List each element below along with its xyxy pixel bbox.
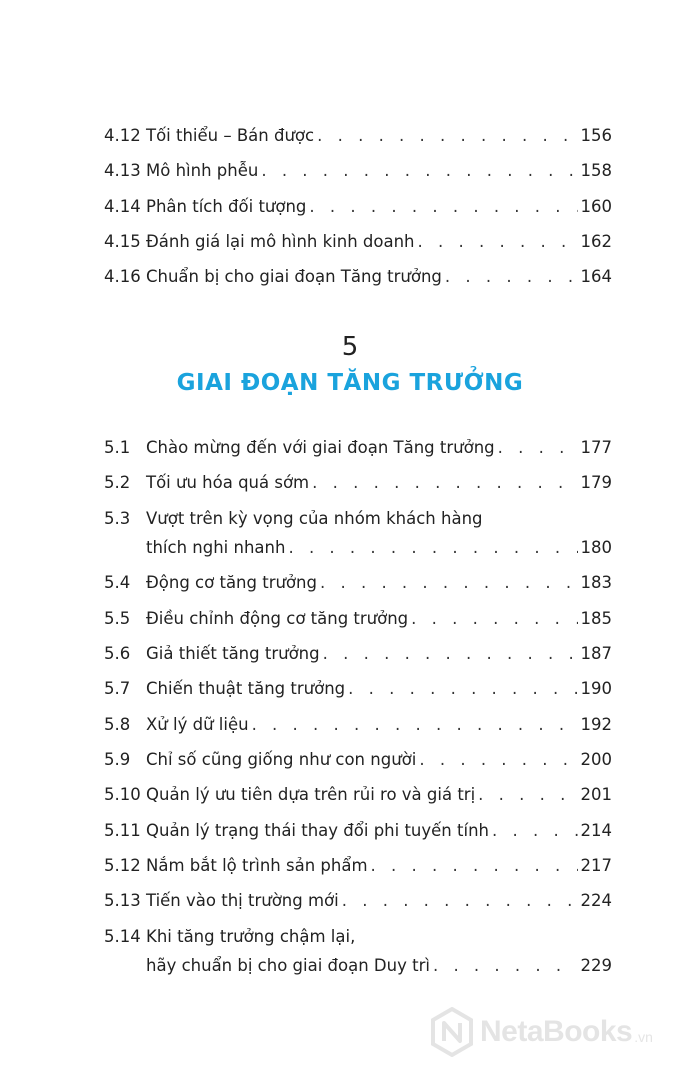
chapter-title: GIAI ĐOẠN TĂNG TRƯỞNG <box>176 370 524 396</box>
entry-number: 5.1 <box>104 438 131 457</box>
chapter-number: 5 <box>341 332 359 362</box>
entry-title: hãy chuẩn bị cho giai đoạn Duy trì <box>146 956 430 975</box>
entry-title: Chuẩn bị cho giai đoạn Tăng trưởng <box>146 267 442 286</box>
toc-entry <box>104 265 612 289</box>
toc-entry <box>104 571 612 595</box>
entry-number: 5.5 <box>104 609 131 628</box>
toc-entry <box>104 159 612 183</box>
entry-page: 187 <box>580 644 612 663</box>
entry-number: 4.12 <box>104 126 141 145</box>
entry-title: Chào mừng đến với giai đoạn Tăng trưởng <box>146 438 495 457</box>
entry-page: 179 <box>580 473 612 492</box>
toc-entry <box>104 925 612 949</box>
dot-leader <box>288 536 577 560</box>
entry-page: 217 <box>580 856 612 875</box>
dot-leader <box>445 265 578 289</box>
dot-leader <box>411 607 577 631</box>
entry-page: 224 <box>580 891 612 910</box>
entry-title: Tối ưu hóa quá sớm <box>146 473 310 492</box>
entry-page: 190 <box>580 679 612 698</box>
toc-entry <box>104 748 612 772</box>
entry-title: Giả thiết tăng trưởng <box>146 644 320 663</box>
entry-number: 4.14 <box>104 197 141 216</box>
dot-leader <box>320 571 578 595</box>
entry-title: Phân tích đối tượng <box>146 197 307 216</box>
dot-leader <box>348 677 577 701</box>
entry-page: 185 <box>580 609 612 628</box>
entry-number: 4.13 <box>104 161 141 180</box>
entry-page: 183 <box>580 573 612 592</box>
entry-number: 4.16 <box>104 267 141 286</box>
entry-number: 5.3 <box>104 509 131 528</box>
toc-entry <box>104 471 612 495</box>
entry-page: 162 <box>580 232 612 251</box>
dot-leader <box>342 889 578 913</box>
entry-title-line-1: Vượt trên kỳ vọng của nhóm khách hàng <box>146 509 483 528</box>
entry-title: Quản lý ưu tiên dựa trên rủi ro và giá trị <box>146 785 476 804</box>
entry-number: 5.9 <box>104 750 131 769</box>
entry-page: 164 <box>580 267 612 286</box>
entry-page: 180 <box>580 538 612 557</box>
entry-number: 5.13 <box>104 891 141 910</box>
dot-leader <box>419 748 577 772</box>
toc-entry <box>104 607 612 631</box>
entry-page: 192 <box>580 715 612 734</box>
netabooks-hexagon-n-icon <box>430 1007 474 1057</box>
dot-leader <box>371 854 578 878</box>
entry-page: 200 <box>580 750 612 769</box>
entry-number: 5.10 <box>104 785 141 804</box>
toc-entry <box>104 230 612 254</box>
entry-title: Đánh giá lại mô hình kinh doanh <box>146 232 415 251</box>
toc-entry <box>104 819 612 843</box>
toc-entry <box>104 507 612 531</box>
toc-entry <box>104 677 612 701</box>
entry-title: Mô hình phễu <box>146 161 259 180</box>
entry-title: Nắm bắt lộ trình sản phẩm <box>146 856 368 875</box>
dot-leader <box>478 783 577 807</box>
entry-page: 156 <box>580 126 612 145</box>
toc-entry <box>104 783 612 807</box>
entry-number: 5.14 <box>104 927 141 946</box>
toc-entry <box>104 642 612 666</box>
entry-title: Tối thiểu – Bán được <box>146 126 315 145</box>
dot-leader <box>317 124 577 148</box>
entry-title-line-1: Khi tăng trưởng chậm lại, <box>146 927 356 946</box>
entry-page: 177 <box>580 438 612 457</box>
entry-number: 5.4 <box>104 573 131 592</box>
entry-title: Điều chỉnh động cơ tăng trưởng <box>146 609 409 628</box>
entry-number: 5.11 <box>104 821 141 840</box>
toc-entry-continuation <box>104 536 612 560</box>
toc-entry-continuation <box>104 954 612 978</box>
entry-page: 160 <box>580 197 612 216</box>
dot-leader <box>323 642 578 666</box>
entry-title: thích nghi nhanh <box>146 538 286 557</box>
toc-entry <box>104 436 612 460</box>
dot-leader <box>492 819 578 843</box>
toc-entry <box>104 124 612 148</box>
entry-title: Chiến thuật tăng trưởng <box>146 679 346 698</box>
toc-entry <box>104 889 612 913</box>
watermark-suffix: .vn <box>634 1029 653 1045</box>
toc-entry <box>104 713 612 737</box>
dot-leader <box>261 159 577 183</box>
netabooks-watermark <box>430 1004 700 1060</box>
entry-number: 5.2 <box>104 473 131 492</box>
dot-leader <box>433 954 578 978</box>
entry-number: 5.12 <box>104 856 141 875</box>
dot-leader <box>418 230 578 254</box>
entry-title: Tiến vào thị trường mới <box>146 891 339 910</box>
entry-page: 158 <box>580 161 612 180</box>
toc-entry <box>104 854 612 878</box>
entry-page: 229 <box>580 956 612 975</box>
entry-title: Chỉ số cũng giống như con người <box>146 750 417 769</box>
entry-number: 5.7 <box>104 679 131 698</box>
dot-leader <box>309 195 577 219</box>
toc-entry <box>104 195 612 219</box>
entry-page: 201 <box>580 785 612 804</box>
entry-title: Quản lý trạng thái thay đổi phi tuyến tính <box>146 821 489 840</box>
watermark-text: NetaBooks <box>480 1015 633 1048</box>
dot-leader <box>312 471 577 495</box>
dot-leader <box>252 713 578 737</box>
entry-title: Động cơ tăng trưởng <box>146 573 317 592</box>
entry-number: 5.8 <box>104 715 131 734</box>
entry-number: 4.15 <box>104 232 141 251</box>
entry-title: Xử lý dữ liệu <box>146 715 249 734</box>
entry-page: 214 <box>580 821 612 840</box>
dot-leader <box>498 436 578 460</box>
entry-number: 5.6 <box>104 644 131 663</box>
